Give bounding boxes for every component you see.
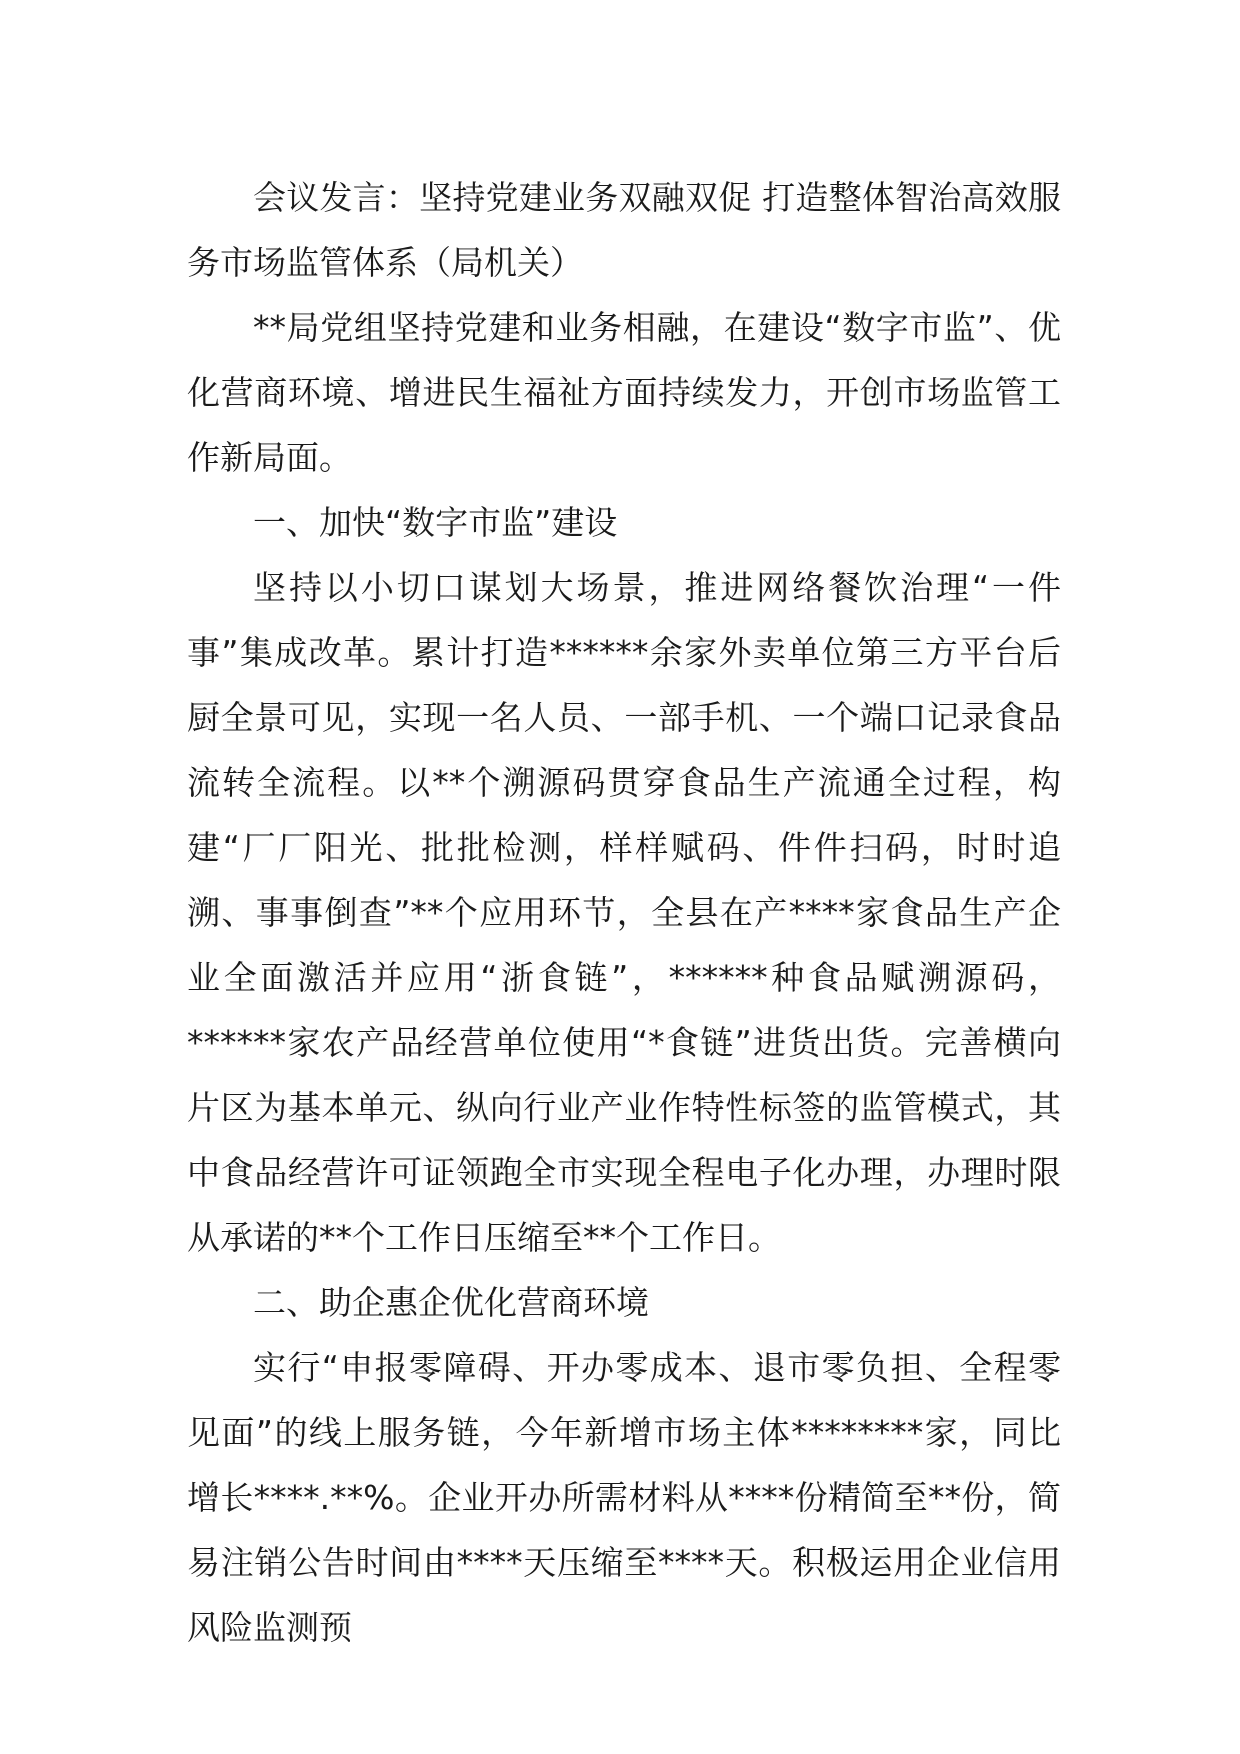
document-body [187, 165, 1061, 1660]
document-title: 会议发言：坚持党建业务双融双促 打造整体智治高效服务市场监管体系（局机关） [187, 178, 1061, 282]
section-body-1: 坚持以小切口谋划大场景，推进网络餐饮治理“一件事”集成改革。累计打造******余家外卖单位第三方平台后厨全景可见，实现一名人员、一部手机、一个端口记录食品流转全流程。以**个溯源码贯穿食品生产流通全过程，构建“厂厂阳光、批批检测，样样赋码、件件扫码，时时追溯、事事倒查”**个应用环节，全县在产****家食品生产企业全面激活并应用“浙食链”，******种食品赋溯源码，******家农产品经营单位使用“*食链”进货出货。完善横向片区为基本单元、纵向行业产业作特性标签的监管模式，其中食品经营许可证领跑全市实现全程电子化办理，办理时限从承诺的**个工作日压缩至**个工作日。 [187, 568, 1061, 1257]
section-heading-2: 二、助企惠企优化营商环境 [253, 1283, 649, 1322]
section-body-2: 实行“申报零障碍、开办零成本、退市零负担、全程零见面”的线上服务链，今年新增市场主体********家，同比增长****.**%。企业开办所需材料从****份精简至**份，简易注销公告时间由****天压缩至****天。积极运用企业信用风险监测预 [187, 1348, 1061, 1647]
section-heading-1: 一、加快“数字市监”建设 [253, 503, 618, 542]
intro-paragraph: **局党组坚持党建和业务相融，在建设“数字市监”、优化营商环境、增进民生福祉方面持续发力，开创市场监管工作新局面。 [187, 308, 1061, 477]
